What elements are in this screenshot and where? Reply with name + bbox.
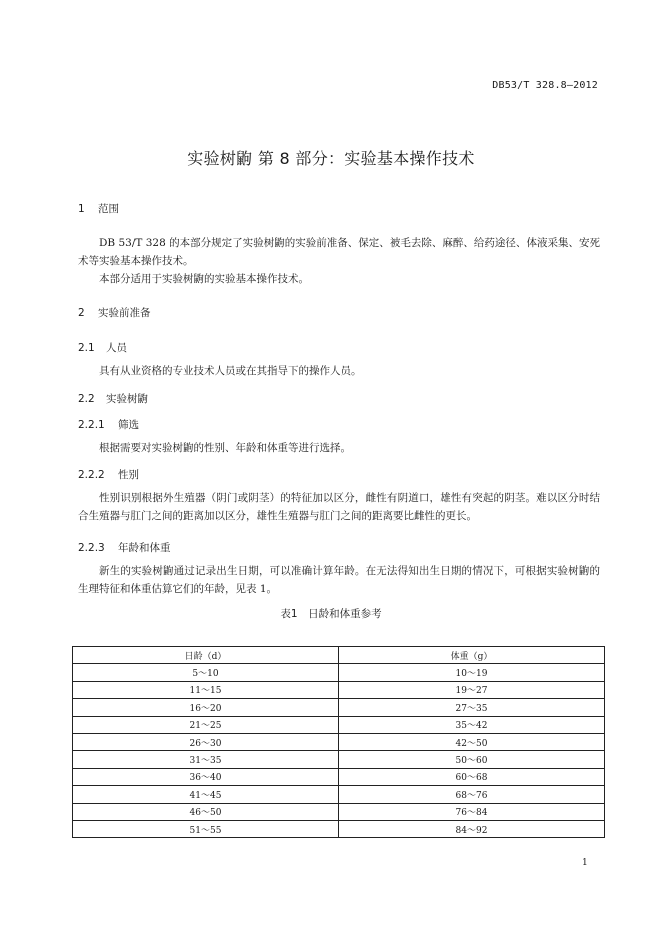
- age-cell: 46～50: [73, 803, 339, 820]
- section-number: 2.2.3: [78, 542, 105, 554]
- weight-cell: 68～76: [339, 786, 605, 803]
- sex-paragraph: 性别识别根据外生殖器（阴门或阴茎）的特征加以区分，雌性有阴道口，雄性有突起的阴茎。难以区分时结合生殖器与肛门之间的距离加以区分，雄性生殖器与肛门之间的距离要比雌性的更长。: [78, 492, 600, 522]
- section-2-2-1-heading: [78, 417, 139, 432]
- table-row: [73, 786, 605, 803]
- weight-cell: 76～84: [339, 803, 605, 820]
- age-cell: 5～10: [73, 664, 339, 681]
- age-cell: 36～40: [73, 768, 339, 785]
- section-number: 2.1: [78, 342, 95, 354]
- weight-cell: 35～42: [339, 716, 605, 733]
- weight-cell: 60～68: [339, 768, 605, 785]
- table-row: [73, 803, 605, 820]
- section-label: 年龄和体重: [118, 542, 171, 554]
- section-1-heading: [78, 201, 119, 216]
- section-label: 实验前准备: [98, 307, 151, 319]
- personnel-paragraph: 具有从业资格的专业技术人员或在其指导下的操作人员。: [99, 365, 362, 377]
- table-row: [73, 768, 605, 785]
- table-row: [73, 751, 605, 768]
- table-row: [73, 733, 605, 750]
- age-cell: 26～30: [73, 733, 339, 750]
- table-row: [73, 699, 605, 716]
- page-title: 实验树鼩 第 8 部分：实验基本操作技术: [187, 149, 475, 168]
- section-2-2-2-heading: [78, 467, 139, 482]
- table-caption: 表1 日龄和体重参考: [280, 608, 382, 620]
- section-2-1-heading: [78, 340, 127, 355]
- table-row: [73, 681, 605, 698]
- section-label: 性别: [118, 469, 139, 481]
- weight-cell: 50～60: [339, 751, 605, 768]
- age-weight-paragraph: 新生的实验树鼩通过记录出生日期，可以准确计算年龄。在无法得知出生日期的情况下，可根据实验树鼩的生理特征和体重估算它们的年龄，见表 1。: [78, 565, 600, 595]
- document-code: DB53/T 328.8—2012: [492, 80, 598, 91]
- section-label: 筛选: [118, 419, 139, 431]
- section-number: 2.2.2: [78, 469, 105, 481]
- age-cell: 21～25: [73, 716, 339, 733]
- column-header-weight: 体重（g）: [339, 647, 605, 664]
- table-header-row: [73, 647, 605, 664]
- weight-cell: 27～35: [339, 699, 605, 716]
- section-number: 2.2.1: [78, 419, 105, 431]
- section-number: 2: [78, 307, 85, 319]
- age-cell: 31～35: [73, 751, 339, 768]
- age-cell: 11～15: [73, 681, 339, 698]
- weight-cell: 19～27: [339, 681, 605, 698]
- section-label: 范围: [98, 203, 119, 215]
- scope-paragraph-1: DB 53/T 328 的本部分规定了实验树鼩的实验前准备、保定、被毛去除、麻醉、给药途径、体液采集、安死术等实验基本操作技术。: [78, 237, 600, 267]
- section-2-2-3-heading: [78, 540, 171, 555]
- section-label: 人员: [106, 342, 127, 354]
- section-2-heading: [78, 305, 151, 320]
- section-number: 2.2: [78, 393, 95, 405]
- scope-paragraph-2: 本部分适用于实验树鼩的实验基本操作技术。: [99, 273, 309, 285]
- page-number: 1: [582, 858, 588, 868]
- weight-cell: 42～50: [339, 733, 605, 750]
- weight-cell: 84～92: [339, 820, 605, 837]
- age-cell: 41～45: [73, 786, 339, 803]
- age-weight-table: [72, 646, 605, 838]
- age-cell: 16～20: [73, 699, 339, 716]
- column-header-age: 日龄（d）: [73, 647, 339, 664]
- section-number: 1: [78, 203, 85, 215]
- table-row: [73, 716, 605, 733]
- table-row: [73, 664, 605, 681]
- section-2-2-heading: [78, 391, 148, 406]
- table-row: [73, 820, 605, 837]
- age-cell: 51～55: [73, 820, 339, 837]
- section-label: 实验树鼩: [106, 393, 148, 405]
- screening-paragraph: 根据需要对实验树鼩的性别、年龄和体重等进行选择。: [99, 442, 351, 454]
- weight-cell: 10～19: [339, 664, 605, 681]
